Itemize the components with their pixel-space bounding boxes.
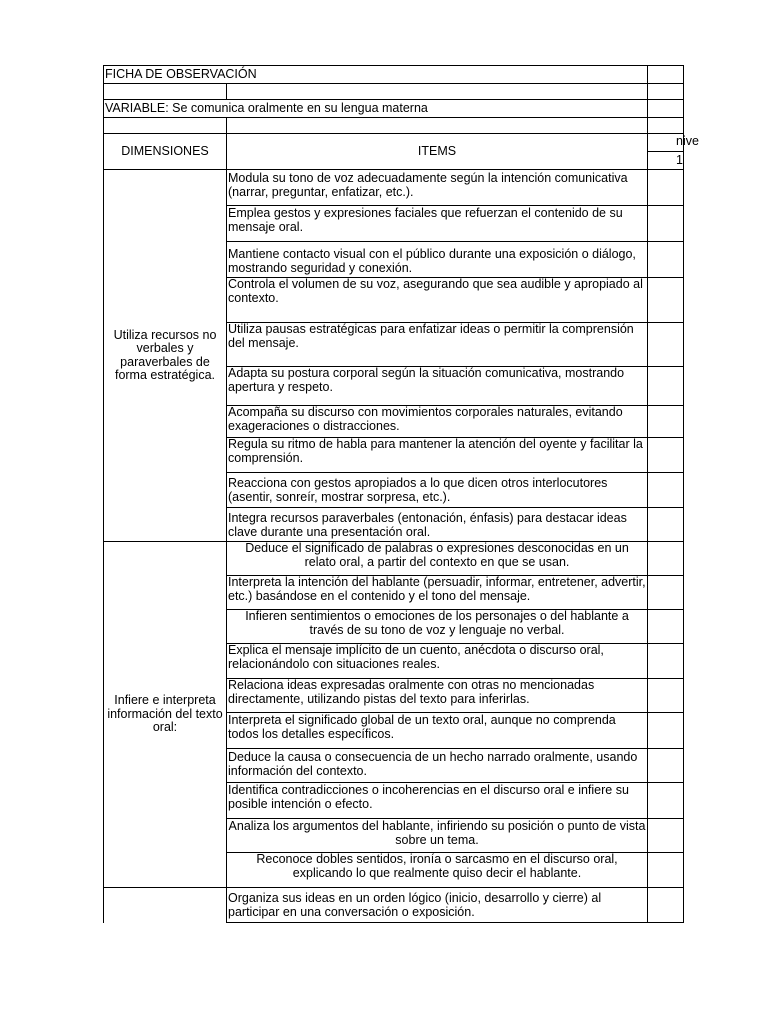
item-text: Acompaña su discurso con movimientos corporales naturales, evitando exageraciones o distracciones. xyxy=(226,406,647,438)
score-cell[interactable] xyxy=(647,508,684,542)
score-cell xyxy=(647,84,684,100)
score-cell[interactable] xyxy=(647,206,684,242)
score-cell[interactable] xyxy=(647,438,684,473)
item-text: Modula su tono de voz adecuadamente según la intención comunicativa (narrar, preguntar, enfatizar, etc.). xyxy=(226,170,647,206)
item-text: Utiliza pausas estratégicas para enfatizar ideas o permitir la comprensión del mensaje. xyxy=(226,323,647,367)
header-nivel: nive xyxy=(676,134,699,148)
score-cell[interactable] xyxy=(647,783,684,819)
score-cell[interactable] xyxy=(647,888,684,923)
blank-cell xyxy=(226,118,647,134)
header-nivel-1: 1 xyxy=(676,153,683,167)
header-nivel-cell xyxy=(647,134,699,152)
item-text: Relaciona ideas expresadas oralmente con otras no mencionadas directamente, utilizando pistas del texto para inferirlas. xyxy=(226,679,647,713)
dimension-label: Infiere e interpreta información del texto oral: xyxy=(103,542,226,888)
blank-cell xyxy=(103,84,226,100)
header-nivel-1-cell xyxy=(647,152,684,170)
item-text: Identifica contradicciones o incoherencias en el discurso oral e infiere su posible intención o efecto. xyxy=(226,783,647,819)
item-text: Infieren sentimientos o emociones de los personajes o del hablante a través de su tono de voz y lenguaje no verbal. xyxy=(226,610,647,644)
item-text: Deduce el significado de palabras o expresiones desconocidas en un relato oral, a partir del contexto en que se usan. xyxy=(226,542,647,576)
blank-cell xyxy=(226,84,647,100)
score-cell[interactable] xyxy=(647,406,684,438)
score-cell[interactable] xyxy=(647,749,684,783)
score-cell[interactable] xyxy=(647,242,684,278)
score-cell[interactable] xyxy=(647,323,684,367)
item-text: Interpreta la intención del hablante (persuadir, informar, entretener, advertir, etc.) basándose en el contenido y el tono del mensaje. xyxy=(226,576,647,610)
item-text: Controla el volumen de su voz, asegurando que sea audible y apropiado al contexto. xyxy=(226,278,647,323)
score-cell xyxy=(647,118,684,134)
score-cell[interactable] xyxy=(647,853,684,888)
item-text: Adapta su postura corporal según la situación comunicativa, mostrando apertura y respeto. xyxy=(226,367,647,406)
score-cell[interactable] xyxy=(647,713,684,749)
score-cell xyxy=(647,65,684,84)
sheet-title: FICHA DE OBSERVACIÓN xyxy=(103,65,647,84)
item-text: Explica el mensaje implícito de un cuento, anécdota o discurso oral, relacionándolo con situaciones reales. xyxy=(226,644,647,679)
score-cell[interactable] xyxy=(647,610,684,644)
score-cell[interactable] xyxy=(647,170,684,206)
variable-label: VARIABLE: Se comunica oralmente en su lengua materna xyxy=(103,100,647,118)
score-cell xyxy=(647,100,684,118)
item-text: Reacciona con gestos apropiados a lo que dicen otros interlocutores (asentir, sonreír, mostrar sorpresa, etc.). xyxy=(226,473,647,508)
item-text: Regula su ritmo de habla para mantener la atención del oyente y facilitar la comprensión. xyxy=(226,438,647,473)
item-text: Deduce la causa o consecuencia de un hecho narrado oralmente, usando información del contexto. xyxy=(226,749,647,783)
item-text: Analiza los argumentos del hablante, infiriendo su posición o punto de vista sobre un tema. xyxy=(226,819,647,853)
header-items: ITEMS xyxy=(226,134,647,170)
item-text: Reconoce dobles sentidos, ironía o sarcasmo en el discurso oral, explicando lo que realmente quiso decir el hablante. xyxy=(226,853,647,888)
score-cell[interactable] xyxy=(647,542,684,576)
score-cell[interactable] xyxy=(647,644,684,679)
header-dimensiones: DIMENSIONES xyxy=(103,134,226,170)
score-cell[interactable] xyxy=(647,576,684,610)
item-text: Interpreta el significado global de un texto oral, aunque no comprenda todos los detalles específicos. xyxy=(226,713,647,749)
dimension-label: Utiliza recursos no verbales y paraverbales de forma estratégica. xyxy=(103,170,226,542)
blank-cell xyxy=(103,118,226,134)
item-text: Organiza sus ideas en un orden lógico (inicio, desarrollo y cierre) al participar en una conversación o exposición. xyxy=(226,888,647,923)
item-text: Emplea gestos y expresiones faciales que refuerzan el contenido de su mensaje oral. xyxy=(226,206,647,242)
score-cell[interactable] xyxy=(647,473,684,508)
observation-sheet xyxy=(103,65,699,923)
score-cell[interactable] xyxy=(647,278,684,323)
score-cell[interactable] xyxy=(647,819,684,853)
item-text: Mantiene contacto visual con el público durante una exposición o diálogo, mostrando seguridad y conexión. xyxy=(226,242,647,278)
score-cell[interactable] xyxy=(647,367,684,406)
score-cell[interactable] xyxy=(647,679,684,713)
item-text: Integra recursos paraverbales (entonación, énfasis) para destacar ideas clave durante una presentación oral. xyxy=(226,508,647,542)
dimension-label xyxy=(103,888,226,923)
